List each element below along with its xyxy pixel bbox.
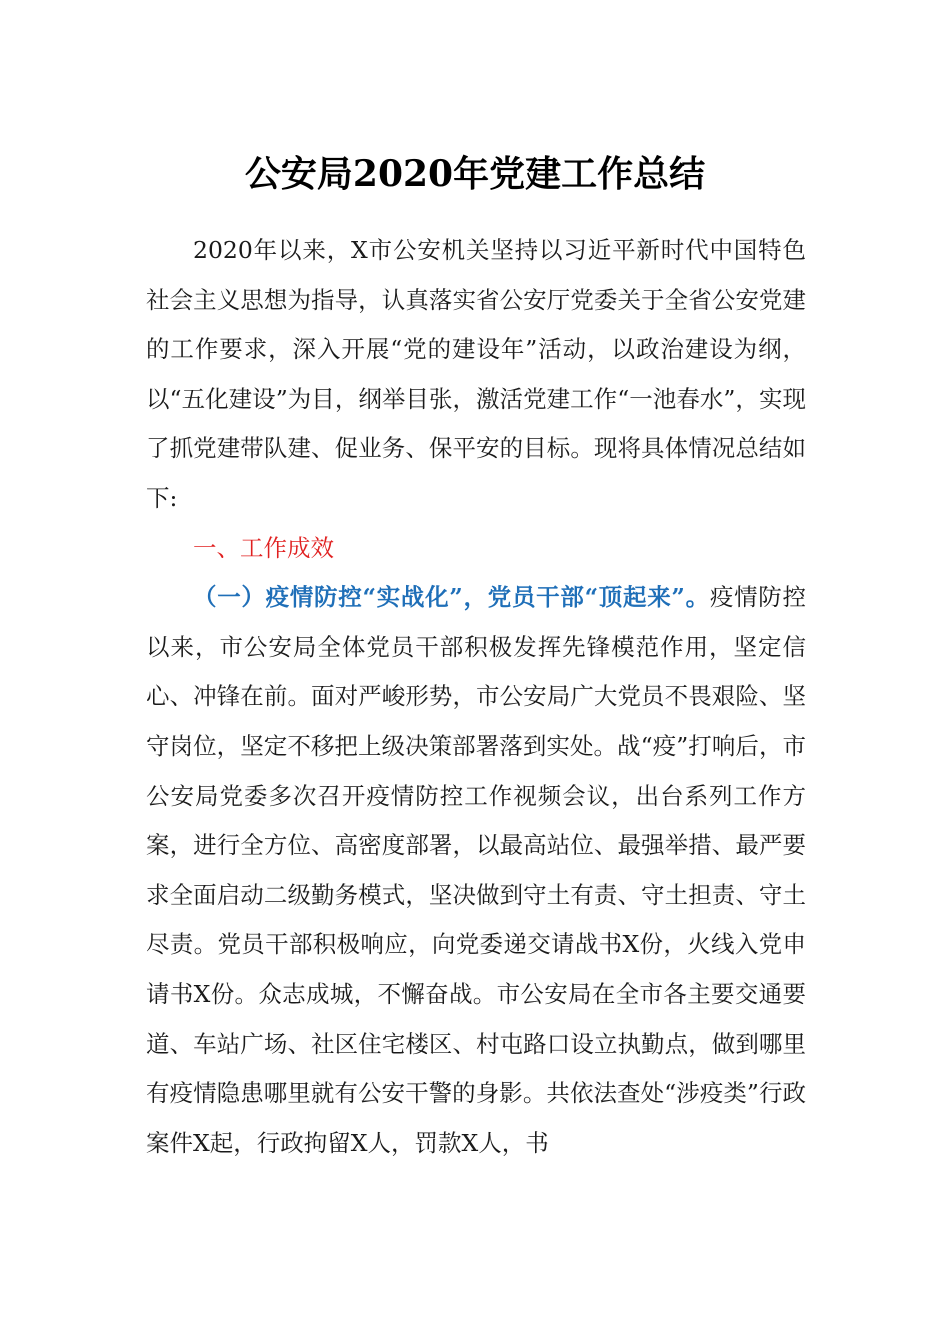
section1-heading: 一、工作成效 xyxy=(193,533,334,562)
intro-paragraph: 2020年以来，X市公安机关坚持以习近平新时代中国特色社会主义思想为指导，认真落实省公安厅党委关于全省公安党建的工作要求，深入开展“党的建设年”活动，以政治建设为纲，以“五化建设”为目，纲举目张，激活党建工作“一池春水”，实现了抓党建带队建、促业务、保平安的目标。现将具体情况总结如下: xyxy=(146,236,806,512)
document-title: 公安局2020年党建工作总结 xyxy=(244,153,706,195)
section-heading xyxy=(146,524,806,574)
subsection1-heading: （一）疫情防控“实战化”，党员干部“顶起来”。 xyxy=(193,583,710,612)
document-body xyxy=(146,226,806,1168)
subsection-paragraph xyxy=(146,573,806,1168)
subsection1-body: 疫情防控以来，市公安局全体党员干部积极发挥先锋模范作用，坚定信心、冲锋在前。面对严峻形势，市公安局广大党员不畏艰险、坚守岗位，坚定不移把上级决策部署落到实处。战“疫”打响后，市公安局党委多次召开疫情防控工作视频会议，出台系列工作方案，进行全方位、高密度部署，以最高站位、最强举措、最严要求全面启动二级勤务模式，坚决做到守土有责、守土担责、守土尽责。党员干部积极响应，向党委递交请战书X份，火线入党申请书X份。众志成城，不懈奋战。市公安局在全市各主要交通要道、车站广场、社区住宅楼区、村屯路口设立执勤点，做到哪里有疫情隐患哪里就有公安干警的身影。共依法查处“涉疫类”行政案件X起，行政拘留X人，罚款X人，书 xyxy=(146,583,807,1157)
